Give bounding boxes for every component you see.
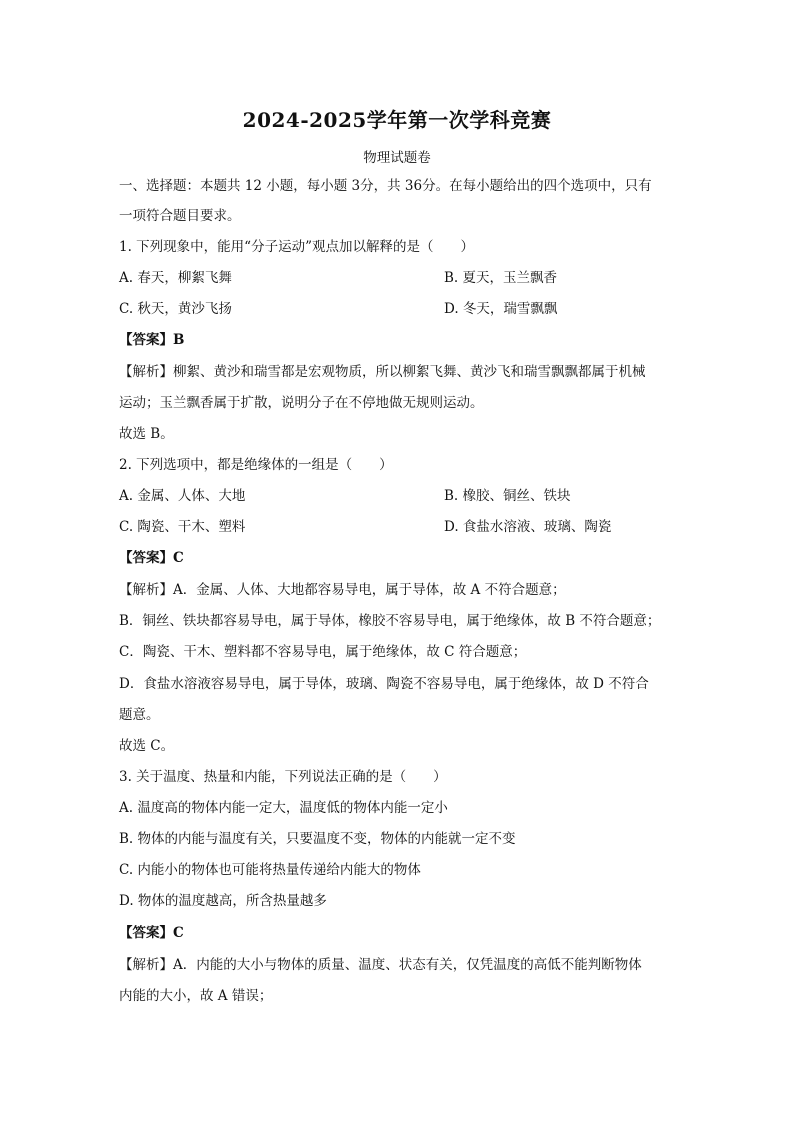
section-instruction-line-1: 一、选择题：本题共 12 小题，每小题 3分，共 36分。在每小题给出的四个选项中，只有 xyxy=(119,178,652,194)
q3-analysis-line-1: 【解析】A．内能的大小与物体的质量、温度、状态有关，仅凭温度的高低不能判断物体 xyxy=(119,957,642,973)
q1-option-c: C. 秋天，黄沙飞扬 xyxy=(119,301,232,317)
q2-analysis-line-1: 【解析】A．金属、人体、大地都容易导电，属于导体，故 A 不符合题意； xyxy=(119,582,566,598)
q3-answer: 【答案】C xyxy=(119,925,184,941)
q1-option-d: D. 冬天，瑞雪飘飘 xyxy=(444,301,558,317)
q3-option-b: B. 物体的内能与温度有关，只要温度不变，物体的内能就一定不变 xyxy=(119,831,516,847)
q1-option-b: B. 夏天，玉兰飘香 xyxy=(444,270,558,286)
q2-option-b: B. 橡胶、铜丝、铁块 xyxy=(444,488,571,504)
q1-stem: 1. 下列现象中，能用“分子运动”观点加以解释的是（ ） xyxy=(119,239,474,255)
q2-stem: 2. 下列选项中，都是绝缘体的一组是（ ） xyxy=(119,457,393,473)
q3-option-a: A. 温度高的物体内能一定大，温度低的物体内能一定小 xyxy=(119,800,448,816)
q3-analysis-line-2: 内能的大小，故 A 错误； xyxy=(119,988,273,1004)
page-subtitle: 物理试题卷 xyxy=(363,150,431,166)
q2-option-c: C. 陶瓷、干木、塑料 xyxy=(119,519,246,535)
q1-analysis-line-1: 【解析】柳絮、黄沙和瑞雪都是宏观物质，所以柳絮飞舞、黄沙飞和瑞雪飘飘都属于机械 xyxy=(119,364,646,380)
q2-option-a: A. 金属、人体、大地 xyxy=(119,488,246,504)
page-title: 2024-2025学年第一次学科竞赛 xyxy=(242,108,552,132)
section-instruction-line-2: 一项符合题目要求。 xyxy=(119,208,241,224)
q2-analysis-line-3: C．陶瓷、干木、塑料都不容易导电，属于绝缘体，故 C 符合题意； xyxy=(119,644,527,660)
q2-analysis-line-4: D．食盐水溶液容易导电，属于导体，玻璃、陶瓷不容易导电，属于绝缘体，故 D 不符合 xyxy=(119,676,649,692)
q1-answer: 【答案】B xyxy=(119,332,185,348)
q2-analysis-line-5: 题意。 xyxy=(119,707,160,723)
q3-option-d: D. 物体的温度越高，所含热量越多 xyxy=(119,893,327,909)
q3-option-c: C. 内能小的物体也可能将热量传递给内能大的物体 xyxy=(119,862,421,878)
q3-stem: 3. 关于温度、热量和内能，下列说法正确的是（ ） xyxy=(119,769,447,785)
q1-analysis-line-2: 运动；玉兰飘香属于扩散，说明分子在不停地做无规则运动。 xyxy=(119,395,484,411)
q2-conclusion: 故选 C。 xyxy=(119,738,175,754)
q2-analysis-line-2: B．铜丝、铁块都容易导电，属于导体，橡胶不容易导电，属于绝缘体，故 B 不符合题意； xyxy=(119,613,661,629)
q1-option-a: A. 春天，柳絮飞舞 xyxy=(119,270,232,286)
q2-option-d: D. 食盐水溶液、玻璃、陶瓷 xyxy=(444,519,612,535)
q1-conclusion: 故选 B。 xyxy=(119,426,174,442)
q2-answer: 【答案】C xyxy=(119,550,184,566)
